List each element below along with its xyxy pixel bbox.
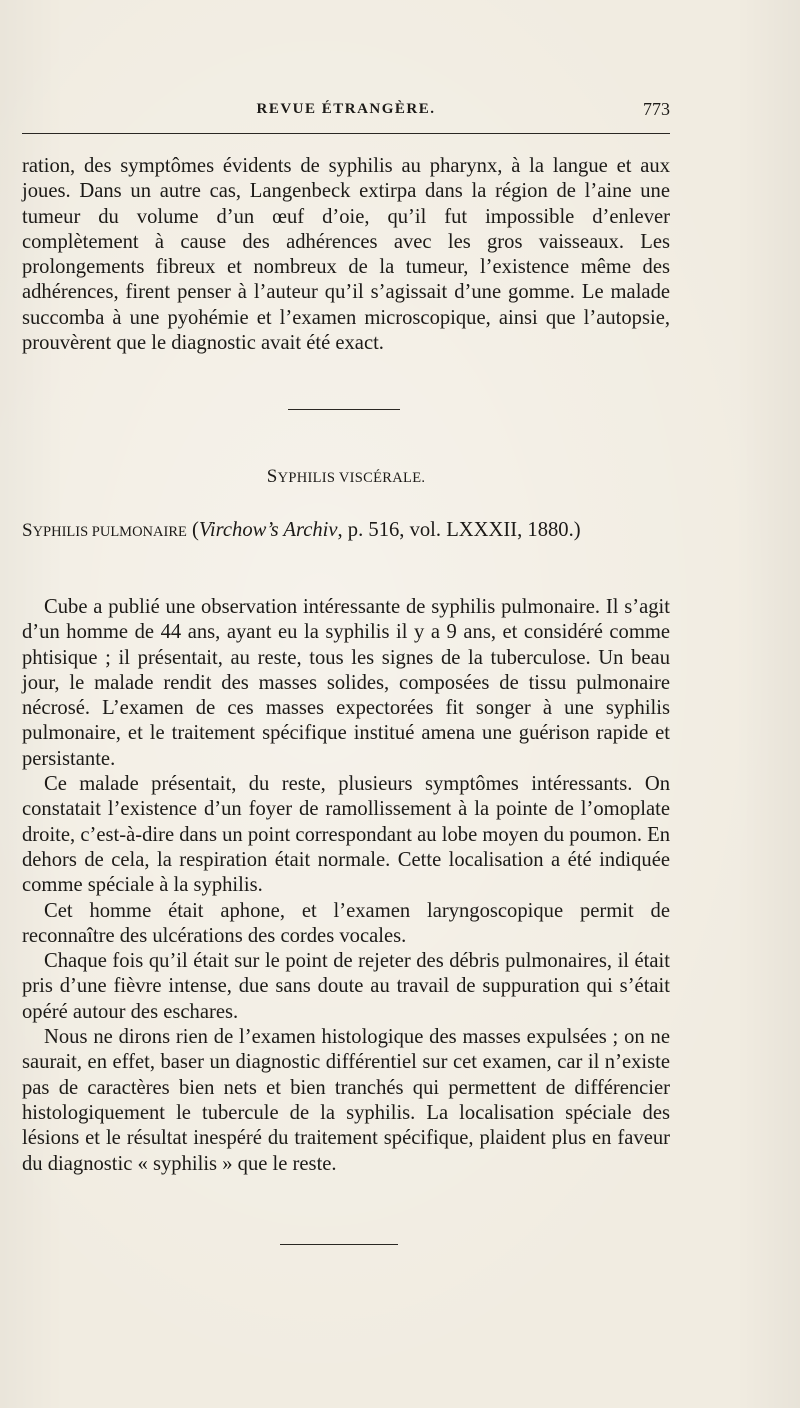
article-source: Virchow’s Archiv (198, 519, 338, 541)
article-open-paren: ( (192, 519, 199, 541)
body-paragraph: Chaque fois qu’il était sur le point de rejeter des débris pulmonaires, il était pris d’une fièvre intense, due sans doute au travail de suppuration qui s’était opéré autour des eschares. (22, 950, 670, 1023)
page-number: 773 (643, 99, 670, 119)
body-paragraph: Cet homme était aphone, et l’examen laryngoscopique permit de reconnaître des ulcérations des cordes vocales. (22, 899, 670, 947)
section-divider-rule (288, 409, 400, 410)
article-title-rest: YPHILIS PULMONAIRE (32, 524, 187, 540)
section-heading-initial: S (266, 466, 278, 487)
running-head (22, 95, 670, 123)
section-heading-rest: YPHILIS VISCÉRALE. (277, 470, 426, 486)
body-paragraph: Cube a publié une observation intéressante de syphilis pulmonaire. Il s’agit d’un homme de 44 ans, ayant eu la syphilis il y a 9 ans, et considéré comme phtisique ; il présentait, au reste, tous les signes de la tuberculose. Un beau jour, le malade rendit des masses solides, composées de tissu pulmonaire nécrosé. L’examen de ces masses expectorées fit songer à une syphilis pulmonaire, et le traitement spécifique institué amena une guérison rapide et persistante. (22, 596, 670, 770)
continuation-paragraph: ration, des symptômes évidents de syphilis au pharynx, à la langue et aux joues. Dans un autre cas, Langenbeck extirpa dans la région de l’aine une tumeur du volume d’un œuf d’oie, qu’il fut impossible d’enlever complètement à cause des adhérences avec les gros vaisseaux. Les prolongements fibreux et nombreux de la tumeur, l’existence même des adhérences, firent penser à l’auteur qu’il s’agissait d’une gomme. Le malade succomba à une pyohémie et l’examen microscopique, ainsi que l’autopsie, prouvèrent que le diagnostic avait été exact. (22, 155, 670, 355)
end-rule (280, 1244, 398, 1245)
article-subheading (22, 519, 670, 542)
header-rule (22, 133, 670, 134)
body-paragraph: Nous ne dirons rien de l’examen histologique des masses expulsées ; on ne saurait, en effet, baser un diagnostic différentiel sur cet examen, car il n’existe pas de caractères bien nets et bien tranchés qui permettent de différencier histologiquement le tubercule de la syphilis. La localisation spéciale des lésions et le résultat inespéré du traitement spécifique, plaident plus en faveur du diagnostic « syphilis » que le reste. (22, 1026, 670, 1175)
article-citation: , p. 516, vol. LXXXII, 1880.) (337, 519, 581, 541)
body-paragraph: Ce malade présentait, du reste, plusieurs symptômes intéressants. On constatait l’existence d’un foyer de ramollissement à la pointe de l’omoplate droite, c’est-à-dire dans un point correspondant au lobe moyen du poumon. En dehors de cela, la respiration était normale. Cette localisation a été indiquée comme spéciale à la syphilis. (22, 773, 670, 897)
continuation-block (22, 154, 670, 356)
article-title-initial: S (22, 520, 33, 541)
article-body (22, 595, 670, 1177)
section-heading (22, 466, 670, 488)
running-title: REVUE ÉTRANGÈRE. (256, 101, 436, 117)
